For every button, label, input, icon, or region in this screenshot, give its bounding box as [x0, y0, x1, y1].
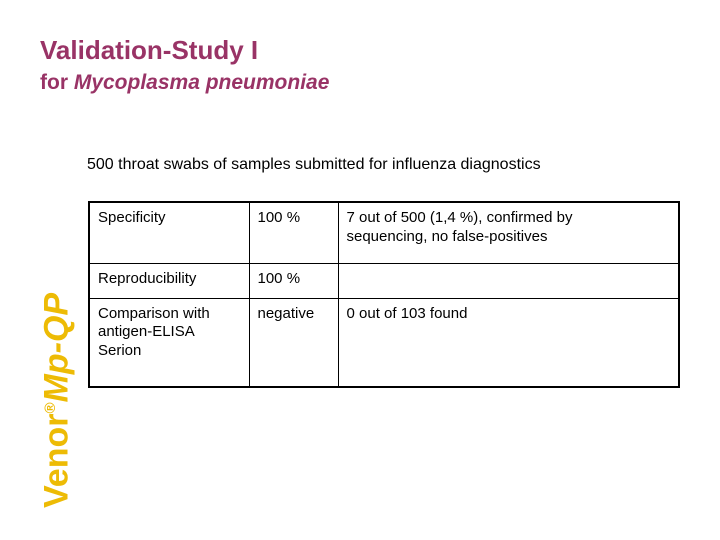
table-row-comparison	[89, 298, 679, 387]
intro-text: 500 throat swabs of samples submitted for influenza diagnostics	[87, 156, 541, 173]
result-value: 100 %	[257, 209, 301, 226]
results-table	[88, 201, 680, 388]
result-value: negative	[257, 304, 315, 322]
cell-details	[338, 202, 679, 263]
parameter-label: Comparison with antigen-ELISA Serion	[98, 304, 210, 359]
brand-suffix: Mp-QP	[37, 292, 76, 403]
cell-result	[249, 263, 338, 298]
result-value: 100 %	[257, 269, 301, 287]
table-row-specificity	[89, 202, 679, 263]
cell-parameter	[89, 202, 249, 263]
cell-details	[338, 298, 679, 387]
details-text: 0 out of 103 found	[346, 304, 468, 322]
cell-details	[338, 263, 679, 298]
cell-result	[249, 298, 338, 387]
subtitle-organism-name: Mycoplasma pneumoniae	[73, 71, 330, 94]
registered-trademark-icon: ®	[42, 402, 59, 414]
cell-parameter	[89, 298, 249, 387]
details-text: 7 out of 500 (1,4 %), confirmed by sequencing, no false-positives	[346, 209, 573, 245]
slide-subtitle	[40, 71, 329, 95]
parameter-label: Specificity	[98, 209, 166, 226]
table-row-reproducibility	[89, 263, 679, 298]
parameter-label: Reproducibility	[98, 269, 197, 287]
cell-result	[249, 202, 338, 263]
brand-vertical-label	[29, 293, 78, 508]
cell-parameter	[89, 263, 249, 298]
subtitle-prefix: for	[40, 71, 74, 94]
slide-title: Validation-Study I	[40, 35, 259, 65]
brand-name: Venor	[37, 413, 76, 508]
